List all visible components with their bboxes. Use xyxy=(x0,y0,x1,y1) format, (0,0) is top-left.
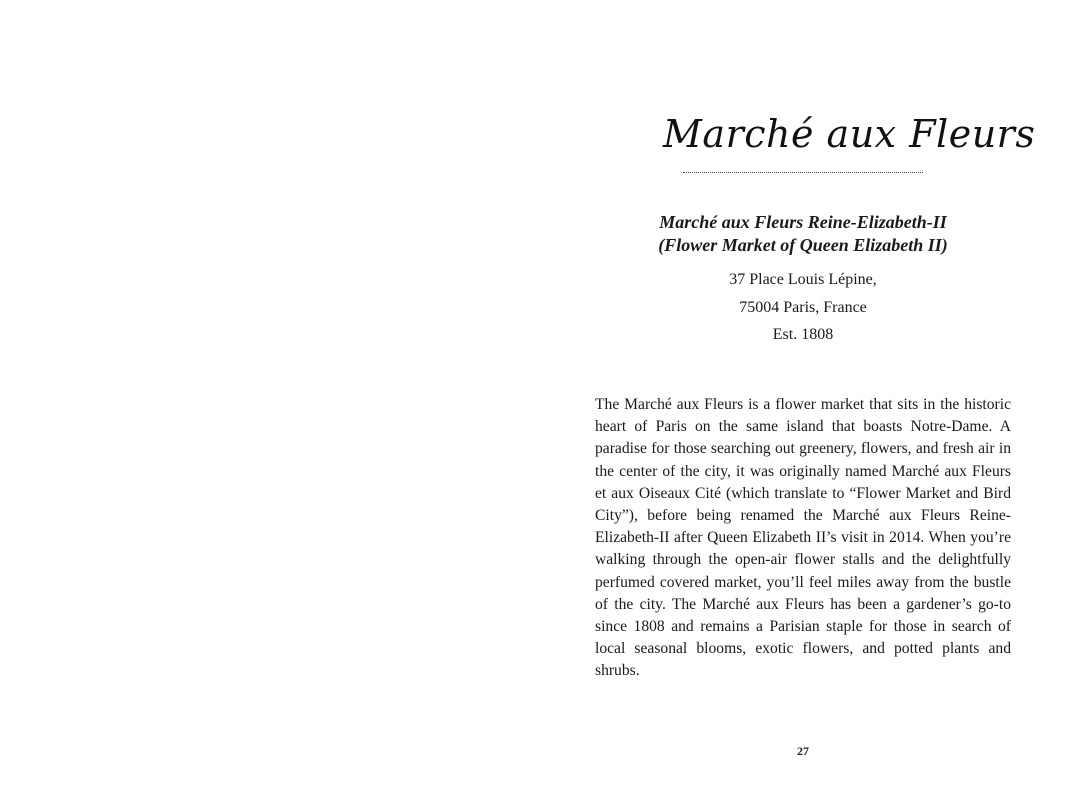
address-block xyxy=(593,266,1013,349)
entry-name xyxy=(593,211,1013,257)
city-address: 75004 Paris, France xyxy=(739,298,867,316)
chapter-title: Marché aux Fleurs xyxy=(663,112,1036,156)
street-address: 37 Place Louis Lépine, xyxy=(729,271,877,288)
established-year: Est. 1808 xyxy=(772,326,834,343)
right-page xyxy=(533,0,1066,800)
entry-name-line-2: (Flower Market of Queen Elizabeth II) xyxy=(658,235,948,255)
dotted-divider xyxy=(683,172,923,173)
entry-name-line-1: Marché aux Fleurs Reine-Elizabeth-II xyxy=(659,212,947,232)
body-paragraph: The Marché aux Fleurs is a flower market that sits in the historic heart of Paris on the same island that boasts Notre-Dame. A paradise for those searching out greenery, flowers, and fresh air in the center of the city, it was originally named Marché aux Fleurs et aux Oiseaux Cité (which translate to “Flower Market and Bird City”), before being renamed the Marché aux Fleurs Reine-Elizabeth-II after Queen Elizabeth II’s visit in 2014. When you’re walking through the open-air flower stalls and the delightfully perfumed covered market, you’ll feel miles away from the bustle of the city. The Marché aux Fleurs has been a gardener’s go-to since 1808 and remains a Parisian staple for those in search of local seasonal blooms, exotic flowers, and potted plants and shrubs. xyxy=(595,396,1011,680)
page-number: 27 xyxy=(797,744,809,758)
